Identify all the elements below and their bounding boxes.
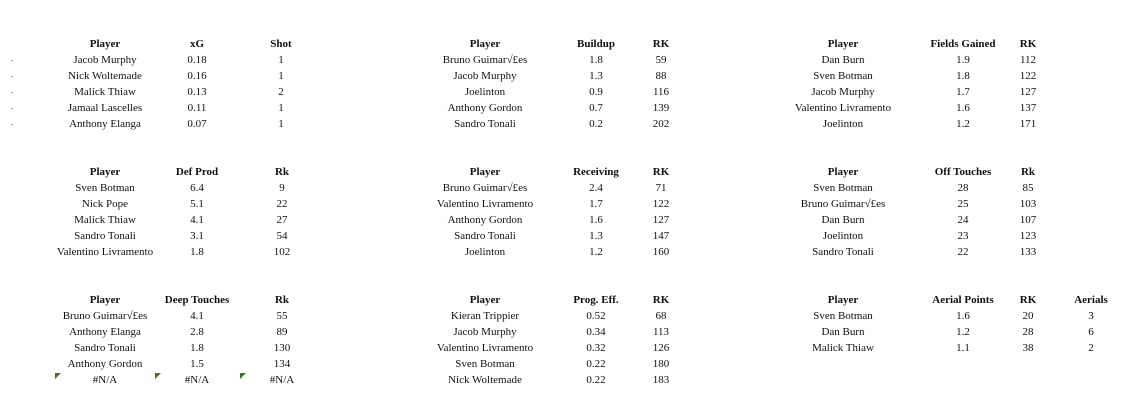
table-cell: 1.1 xyxy=(956,342,970,354)
table-cell: Malick Thiaw xyxy=(74,86,136,98)
table-cell: 147 xyxy=(652,230,670,242)
column-header: Player xyxy=(89,38,121,50)
column-header: Player xyxy=(469,294,501,306)
table-cell: 1.7 xyxy=(589,198,603,210)
column-header: Player xyxy=(89,294,121,306)
table-cell: Malick Thiaw xyxy=(812,342,874,354)
table-header-row xyxy=(0,164,1139,180)
column-header: Rk xyxy=(274,294,290,306)
column-header: Aerial Points xyxy=(932,294,994,306)
table-cell: 1.3 xyxy=(589,230,603,242)
table-cell: Nick Pope xyxy=(81,198,129,210)
table-cell: 133 xyxy=(1019,246,1037,258)
table-cell: Jacob Murphy xyxy=(811,86,875,98)
table-cell: 127 xyxy=(652,214,670,226)
table-cell: 183 xyxy=(652,374,670,386)
table-cell: 127 xyxy=(1019,86,1037,98)
table-cell: 0.22 xyxy=(586,358,606,370)
table-cell: 89 xyxy=(276,326,288,338)
table-cell: 0.7 xyxy=(589,102,603,114)
table-cell: 1.6 xyxy=(589,214,603,226)
table-cell: Jacob Murphy xyxy=(73,54,137,66)
table-cell: 103 xyxy=(1019,198,1037,210)
column-header: Deep Touches xyxy=(164,294,230,306)
table-cell: 0.07 xyxy=(187,118,207,130)
column-header: Shot xyxy=(270,38,292,50)
table-cell: Bruno Guimar√£es xyxy=(62,310,148,322)
column-header: Receiving xyxy=(573,166,619,178)
table-cell: Sven Botman xyxy=(813,70,873,82)
table-cell: 3 xyxy=(1088,310,1094,322)
table-cell: Sandro Tonali xyxy=(454,230,516,242)
column-header: Fields Gained xyxy=(930,38,996,50)
table-cell: Anthony Elanga xyxy=(69,118,141,130)
table-cell: Anthony Gordon xyxy=(447,214,523,226)
table-cell: #N/A xyxy=(92,374,118,386)
table-cell: 202 xyxy=(652,118,670,130)
table-cell: 1.8 xyxy=(589,54,603,66)
column-header: Player xyxy=(469,166,501,178)
table-cell: 25 xyxy=(957,198,969,210)
table-cell: Dan Burn xyxy=(821,214,865,226)
column-header: Def Prod xyxy=(175,166,219,178)
table-cell: 0.32 xyxy=(586,342,606,354)
table-cell: 1.8 xyxy=(190,342,204,354)
table-cell: Anthony Gordon xyxy=(67,358,143,370)
column-header: RK xyxy=(1019,38,1037,50)
table-cell: 0.52 xyxy=(586,310,606,322)
table-cell: 24 xyxy=(957,214,969,226)
table-cell: 107 xyxy=(1019,214,1037,226)
table-row xyxy=(0,340,1139,356)
table-cell: Sandro Tonali xyxy=(454,118,516,130)
table-cell: 102 xyxy=(273,246,291,258)
table-row xyxy=(0,116,1139,132)
table-cell: 85 xyxy=(1022,182,1034,194)
table-row xyxy=(0,196,1139,212)
table-row xyxy=(0,244,1139,260)
table-cell: 1.6 xyxy=(956,102,970,114)
table-cell: Joelinton xyxy=(464,246,506,258)
table-cell: Sven Botman xyxy=(813,310,873,322)
table-cell: Joelinton xyxy=(464,86,506,98)
table-cell: 171 xyxy=(1019,118,1037,130)
table-header-row xyxy=(0,36,1139,52)
table-cell: 0.18 xyxy=(187,54,207,66)
table-cell: Sandro Tonali xyxy=(812,246,874,258)
table-cell: 1 xyxy=(278,54,284,66)
table-cell: 0.11 xyxy=(187,102,207,114)
table-cell: #N/A xyxy=(269,374,295,386)
table-cell: 4.1 xyxy=(190,214,204,226)
column-header: Player xyxy=(827,166,859,178)
table-cell: 0.2 xyxy=(589,118,603,130)
table-cell: Jamaal Lascelles xyxy=(67,102,143,114)
table-cell: 0.34 xyxy=(586,326,606,338)
table-cell: 134 xyxy=(273,358,291,370)
table-cell: 22 xyxy=(957,246,969,258)
table-cell: Bruno Guimar√£es xyxy=(800,198,886,210)
column-header: RK xyxy=(652,166,670,178)
table-cell: Malick Thiaw xyxy=(74,214,136,226)
table-cell: 139 xyxy=(652,102,670,114)
table-cell: 122 xyxy=(652,198,670,210)
table-row xyxy=(0,228,1139,244)
table-cell: Nick Woltemade xyxy=(448,374,522,386)
table-cell: 28 xyxy=(957,182,969,194)
column-header: Off Touches xyxy=(934,166,992,178)
table-row xyxy=(0,180,1139,196)
table-row xyxy=(0,52,1139,68)
table-cell: Sven Botman xyxy=(455,358,515,370)
table-cell: 22 xyxy=(276,198,288,210)
table-cell: 27 xyxy=(276,214,288,226)
table-cell: Anthony Gordon xyxy=(447,102,523,114)
table-row xyxy=(0,84,1139,100)
table-cell: 1.5 xyxy=(190,358,204,370)
table-cell: Bruno Guimar√£es xyxy=(442,182,528,194)
table-cell: Sandro Tonali xyxy=(74,230,136,242)
table-cell: 38 xyxy=(1022,342,1034,354)
table-cell: 6.4 xyxy=(190,182,204,194)
column-header: Player xyxy=(827,38,859,50)
table-cell: 1.8 xyxy=(190,246,204,258)
table-cell: 1 xyxy=(278,118,284,130)
table-cell: Valentino Livramento xyxy=(436,342,534,354)
table-cell: 1.2 xyxy=(956,326,970,338)
table-cell: 68 xyxy=(655,310,667,322)
table-cell: 116 xyxy=(652,86,670,98)
table-row xyxy=(0,324,1139,340)
table-cell: 20 xyxy=(1022,310,1034,322)
column-header: Prog. Eff. xyxy=(573,294,619,306)
table-cell: 1.7 xyxy=(956,86,970,98)
table-cell: 1.3 xyxy=(589,70,603,82)
table-cell: Joelinton xyxy=(822,118,864,130)
table-cell: 137 xyxy=(1019,102,1037,114)
column-header: Rk xyxy=(274,166,290,178)
table-row xyxy=(0,68,1139,84)
table-row xyxy=(0,308,1139,324)
table-cell: 2 xyxy=(278,86,284,98)
table-cell: 126 xyxy=(652,342,670,354)
table-cell: #N/A xyxy=(184,374,210,386)
column-header: Player xyxy=(827,294,859,306)
table-cell: Dan Burn xyxy=(821,54,865,66)
column-header: RK xyxy=(652,38,670,50)
table-cell: 9 xyxy=(279,182,285,194)
table-cell: 160 xyxy=(652,246,670,258)
column-header: Rk xyxy=(1020,166,1036,178)
table-cell: 0.13 xyxy=(187,86,207,98)
column-header: RK xyxy=(652,294,670,306)
table-cell: Jacob Murphy xyxy=(453,70,517,82)
table-cell: Nick Woltemade xyxy=(68,70,142,82)
column-header: Player xyxy=(89,166,121,178)
table-cell: 122 xyxy=(1019,70,1037,82)
table-cell: 88 xyxy=(655,70,667,82)
table-cell: 2.4 xyxy=(589,182,603,194)
table-cell: Sven Botman xyxy=(75,182,135,194)
table-cell: Kieran Trippier xyxy=(450,310,520,322)
table-cell: 1.2 xyxy=(589,246,603,258)
table-cell: Dan Burn xyxy=(821,326,865,338)
table-cell: 112 xyxy=(1019,54,1037,66)
table-cell: 130 xyxy=(273,342,291,354)
table-row xyxy=(0,356,1139,372)
column-header: Player xyxy=(469,38,501,50)
table-cell: Bruno Guimar√£es xyxy=(442,54,528,66)
table-cell: 5.1 xyxy=(190,198,204,210)
column-header: Aerials xyxy=(1074,294,1108,306)
table-cell: 113 xyxy=(652,326,670,338)
table-cell: 54 xyxy=(276,230,288,242)
table-header-row xyxy=(0,292,1139,308)
table-cell: Valentino Livramento xyxy=(436,198,534,210)
column-header: Buildup xyxy=(577,38,615,50)
table-cell: 123 xyxy=(1019,230,1037,242)
table-cell: 28 xyxy=(1022,326,1034,338)
table-row xyxy=(0,100,1139,116)
table-cell: 0.9 xyxy=(589,86,603,98)
table-cell: 1 xyxy=(278,102,284,114)
table-cell: 1.8 xyxy=(956,70,970,82)
table-cell: 2.8 xyxy=(190,326,204,338)
table-row xyxy=(0,212,1139,228)
table-cell: 3.1 xyxy=(190,230,204,242)
table-cell: 23 xyxy=(957,230,969,242)
table-cell: 55 xyxy=(276,310,288,322)
table-cell: 4.1 xyxy=(190,310,204,322)
table-cell: 1.2 xyxy=(956,118,970,130)
table-cell: 59 xyxy=(655,54,667,66)
table-cell: 1 xyxy=(278,70,284,82)
table-row xyxy=(0,372,1139,388)
table-cell: 0.16 xyxy=(187,70,207,82)
table-cell: 2 xyxy=(1088,342,1094,354)
table-cell: 180 xyxy=(652,358,670,370)
table-cell: Sandro Tonali xyxy=(74,342,136,354)
table-cell: 1.6 xyxy=(956,310,970,322)
table-cell: Joelinton xyxy=(822,230,864,242)
table-cell: Sven Botman xyxy=(813,182,873,194)
table-cell: 71 xyxy=(655,182,667,194)
table-cell: Jacob Murphy xyxy=(453,326,517,338)
table-cell: Valentino Livramento xyxy=(56,246,154,258)
table-cell: Anthony Elanga xyxy=(69,326,141,338)
table-cell: 0.22 xyxy=(586,374,606,386)
column-header: RK xyxy=(1019,294,1037,306)
column-header: xG xyxy=(189,38,205,50)
table-cell: 1.9 xyxy=(956,54,970,66)
table-cell: 6 xyxy=(1088,326,1094,338)
table-cell: Valentino Livramento xyxy=(794,102,892,114)
